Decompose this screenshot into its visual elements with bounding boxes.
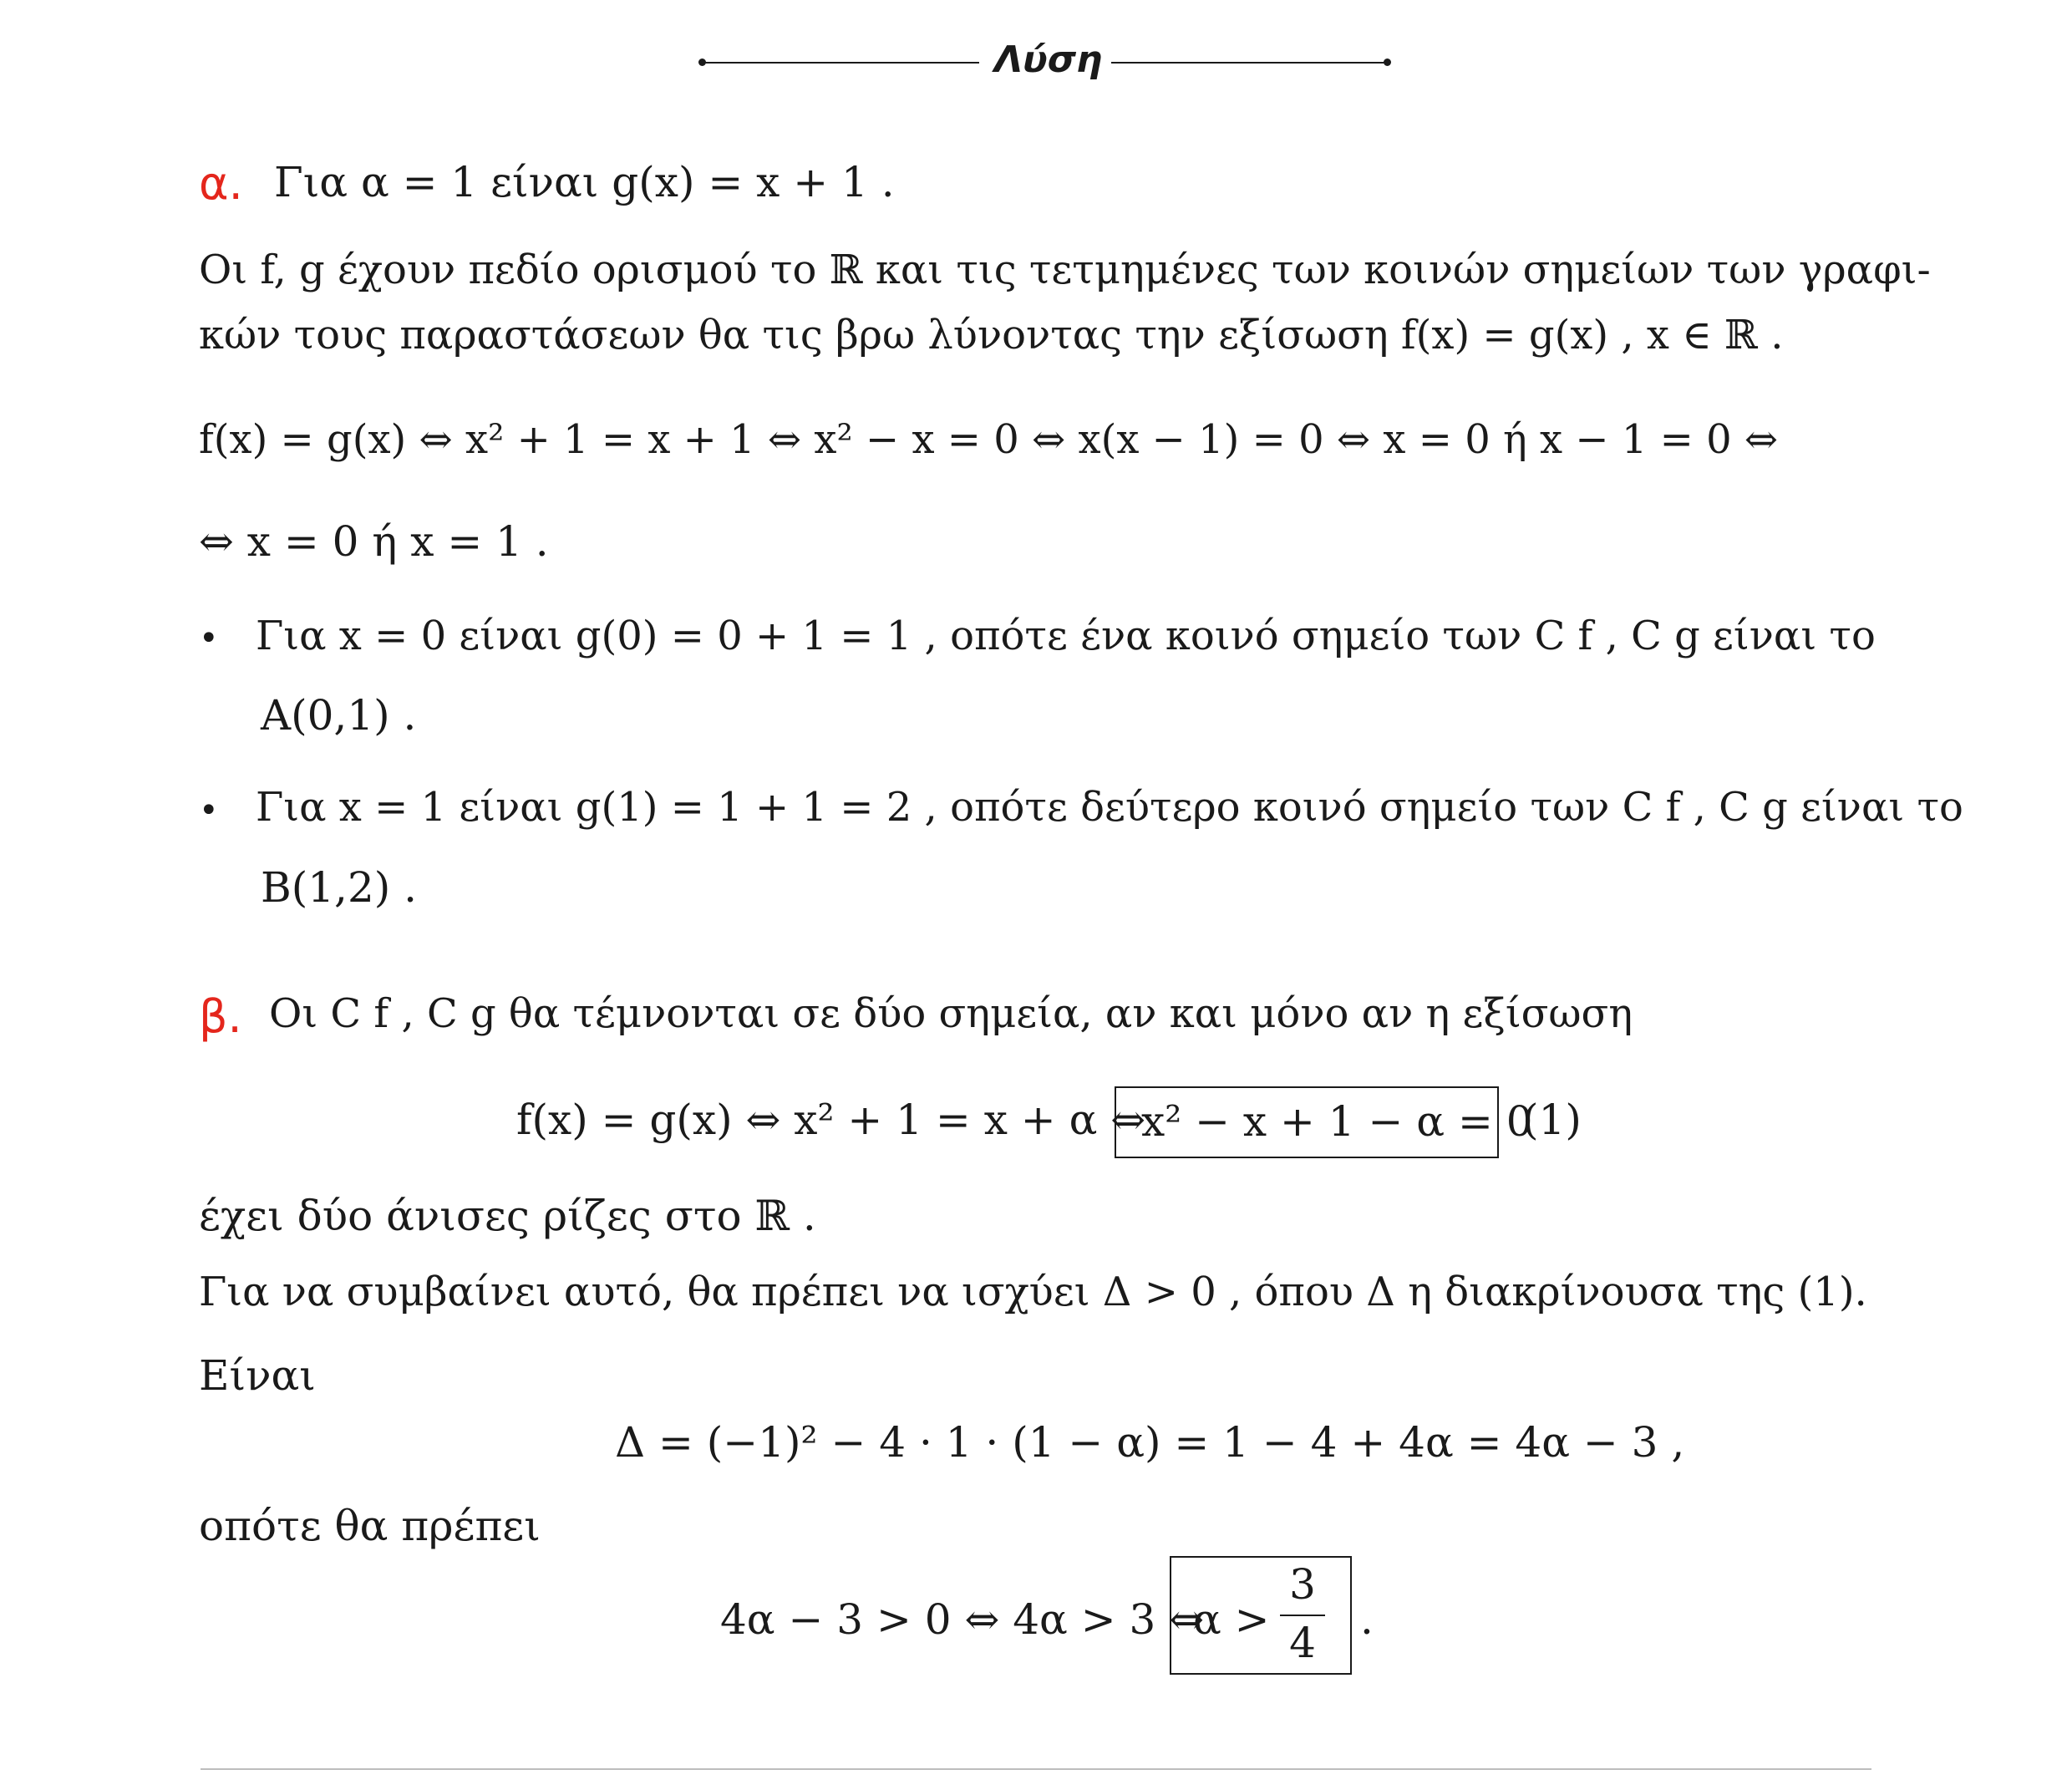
bullet-1-line-1: Για x = 0 είναι g(0) = 0 + 1 = 1 , οπότε ένα κοινό σημείο των C f , C g είναι το [256, 613, 1876, 659]
bullet-2-line-2: B(1,2) . [261, 863, 418, 912]
line-opote: οπότε θα πρέπει [199, 1502, 541, 1550]
line-roots: έχει δύο άνισες ρίζες στο ℝ . [199, 1192, 816, 1240]
final-answer-box [1170, 1556, 1352, 1675]
bullet-1-marker: • [199, 619, 219, 658]
discriminant-equation: Δ = (−1)² − 4 · 1 · (1 − α) = 1 − 4 + 4α = 4α − 3 , [615, 1418, 1685, 1467]
part-a-paragraph-line-2: κών τους παραστάσεων θα τις βρω λύνοντας την εξίσωση f(x) = g(x) , x ∈ ℝ . [199, 312, 1784, 359]
part-a-intro: Για α = 1 είναι g(x) = x + 1 . [274, 158, 895, 206]
line-einai: Είναι [199, 1351, 316, 1400]
part-a-equation-line-2: ⇔ x = 0 ή x = 1 . [199, 517, 549, 566]
fraction-bar [1280, 1615, 1325, 1616]
page-bottom-rule [201, 1768, 1871, 1770]
part-b-label: β. [199, 990, 242, 1043]
part-a-paragraph-line-1: Οι f, g έχουν πεδίο ορισμού το ℝ και τις τετμημένες των κοινών σημείων των γραφι- [199, 247, 1931, 293]
part-a-label: α. [199, 157, 243, 210]
bullet-1-line-2: A(0,1) . [261, 691, 417, 740]
part-a-equation-line-1: f(x) = g(x) ⇔ x² + 1 = x + 1 ⇔ x² − x = 0 ⇔ x(x − 1) = 0 ⇔ x = 0 ή x − 1 = 0 ⇔ [199, 416, 1779, 463]
line-condition: Για να συμβαίνει αυτό, θα πρέπει να ισχύει Δ > 0 , όπου Δ η διακρίνουσα της (1). [199, 1269, 1867, 1315]
header-right-rule [1111, 62, 1387, 64]
equation-1-left: f(x) = g(x) ⇔ x² + 1 = x + α ⇔ [516, 1096, 1146, 1144]
final-answer-lhs: α > [1193, 1595, 1270, 1644]
final-equation-left: 4α − 3 > 0 ⇔ 4α > 3 ⇔ [720, 1595, 1205, 1644]
bullet-2-line-1: Για x = 1 είναι g(1) = 1 + 1 = 2 , οπότε δεύτερο κοινό σημείο των C f , C g είναι το [256, 784, 1963, 831]
equation-1-boxed-text: x² − x + 1 − α = 0 [1141, 1097, 1533, 1146]
equation-1-box [1115, 1086, 1533, 1158]
final-equation-end: . [1360, 1595, 1374, 1644]
part-b-intro: Οι C f , C g θα τέμνονται σε δύο σημεία, αν και μόνο αν η εξίσωση [269, 990, 1633, 1037]
header-right-dot [1384, 58, 1391, 66]
header-title: Λύση [994, 38, 1103, 81]
equation-1-tag: (1) [1522, 1096, 1582, 1144]
fraction-numerator: 3 [1289, 1560, 1316, 1609]
header-left-rule [703, 62, 979, 64]
bullet-2-marker: • [199, 791, 219, 830]
fraction-denominator: 4 [1289, 1619, 1316, 1667]
